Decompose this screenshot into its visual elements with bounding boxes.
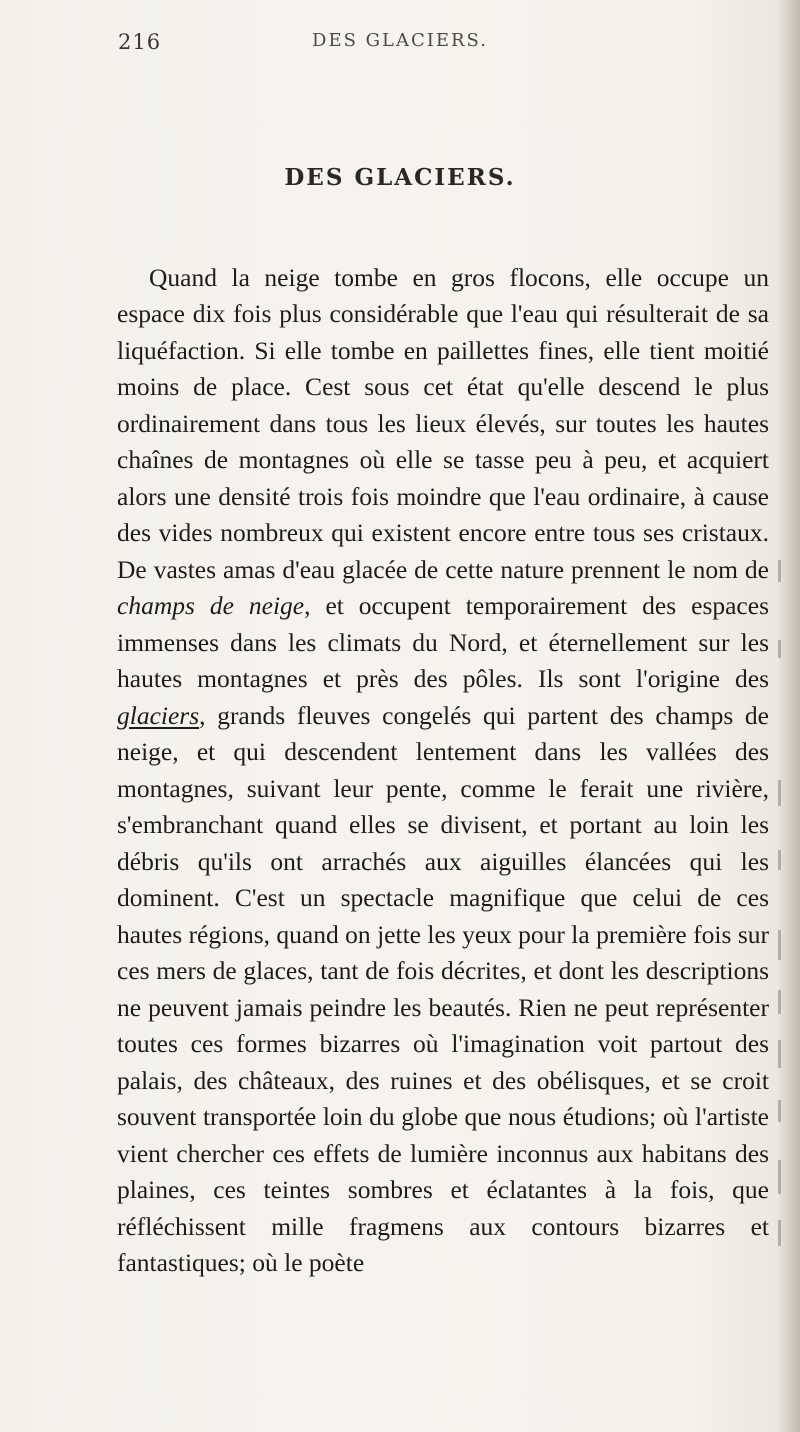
binding-gutter-marks [778,520,790,1320]
paragraph-text-part-3: , grands fleuves congelés qui partent des champs de neige, et qui descendent lentement dans les vallées des montagnes, suivant leur pente, comme le ferait une rivière, s'embranchant quand elles se divisent, et portant au loin les débris qu'ils ont arrachés aux aiguilles élancées qui les dominent. C'est un spectacle magnifique que celui de ces hautes régions, quand on jette les yeux pour la première fois sur ces mers de glaces, tant de fois décrites, et dont les descriptions ne peuvent jamais peindre les beautés. Rien ne peut représenter toutes ces formes bizarres où l'imagination voit partout des palais, des châteaux, des ruines et des obélisques, et se croit souvent transportée loin du globe que nous étudions; où l'artiste vient chercher ces effets de lumière inconnus aux habitans des plaines, ces teintes sombres et éclatantes à la fois, que réfléchissent mille fragmens aux contours bizarres et fantastiques; où le poète [117,700,769,1277]
term-champs-de-neige: champs de neige [117,591,305,620]
section-title: DES GLACIERS. [284,164,516,191]
paragraph-text-part-2: , et occupent temporairement des espaces immenses dans les climats du Nord, et éternellement sur les hautes montagnes et près des pôles. Ils sont l'origine des [117,591,769,693]
term-glaciers: glaciers [117,700,200,730]
running-head: DES GLACIERS. [312,30,488,51]
page-header [0,30,800,60]
page-number: 216 [118,30,162,54]
paragraph-text-part-1: Quand la neige tombe en gros flocons, elle occupe un espace dix fois plus considérable que l'eau qui résulterait de sa liquéfaction. Si elle tombe en paillettes fines, elle tient moitié moins de place. Cest sous cet état qu'elle descend le plus ordinairement dans tous les lieux élevés, sur toutes les hautes chaînes de montagnes où elle se tasse peu à peu, et acquiert alors une densité trois fois moindre que l'eau ordinaire, à cause des vides nombreux qui existent encore entre tous ses cristaux. De vastes amas d'eau glacée de cette nature prennent le nom de [117,262,769,584]
body-paragraph [117,260,769,1282]
